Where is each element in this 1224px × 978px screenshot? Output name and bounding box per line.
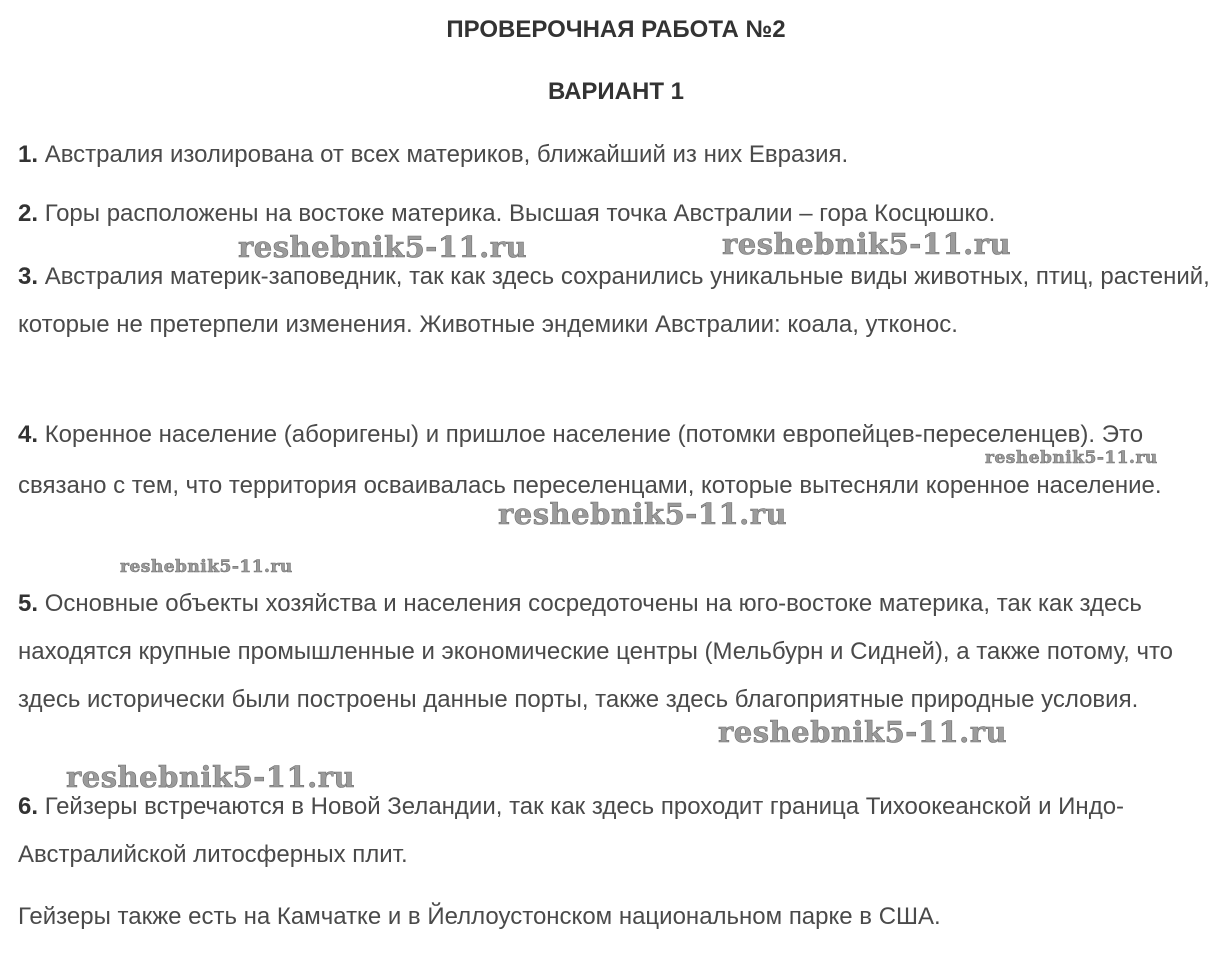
answer-1	[18, 131, 1218, 179]
answer-text: Австралия изолирована от всех материков, ближайший из них Евразия.	[44, 141, 849, 168]
answer-number: 3.	[18, 263, 39, 290]
watermark: reshebnik5-11.ru	[120, 557, 293, 577]
answer-text: Основные объекты хозяйства и населения сосредоточены на юго-востоке материка, так как здесь находятся крупные промышленные и экономические центры (Мельбурн и Сидней), а также потому, что здесь исторически были построены данные порты, также здесь благоприятные природные условия.	[18, 590, 1174, 713]
page-title: ПРОВЕРОЧНАЯ РАБОТА №2	[446, 16, 786, 43]
answer-number: 6.	[18, 793, 39, 820]
variant-title: ВАРИАНТ 1	[547, 78, 685, 105]
answer-2	[18, 190, 1218, 238]
answer-5	[18, 580, 1222, 724]
answer-number: 4.	[18, 421, 39, 448]
answer-text: Коренное население (аборигены) и пришлое население (потомки европейцев-переселенцев). Это связано с тем, что территория осваивалась переселенцами, которые вытесняли коренное население.	[18, 421, 1162, 499]
answer-6	[18, 783, 1218, 879]
answer-number: 5.	[18, 590, 39, 617]
extra-paragraph: Гейзеры также есть на Камчатке и в Йеллоустонском национальном парке в США.	[18, 903, 941, 930]
watermark: reshebnik5-11.ru	[498, 497, 788, 531]
answer-text: Австралия материк-заповедник, так как здесь сохранились уникальные виды животных, птиц, растений, которые не претерпели изменения. Животные эндемики Австралии: коала, утконос.	[18, 263, 1210, 338]
answer-text: Гейзеры встречаются в Новой Зеландии, так как здесь проходит граница Тихоокеанской и Индо-Австралийской литосферных плит.	[18, 793, 1125, 868]
answer-3	[18, 253, 1218, 349]
watermark: reshebnik5-11.ru	[66, 760, 356, 794]
answer-number: 1.	[18, 141, 39, 168]
watermark: reshebnik5-11.ru	[722, 227, 1012, 261]
answer-number: 2.	[18, 200, 39, 227]
watermark: reshebnik5-11.ru	[985, 448, 1158, 468]
watermark: reshebnik5-11.ru	[718, 715, 1008, 749]
answer-text: Горы расположены на востоке материка. Высшая точка Австралии – гора Косцюшко.	[44, 200, 996, 227]
watermark: reshebnik5-11.ru	[238, 230, 528, 264]
